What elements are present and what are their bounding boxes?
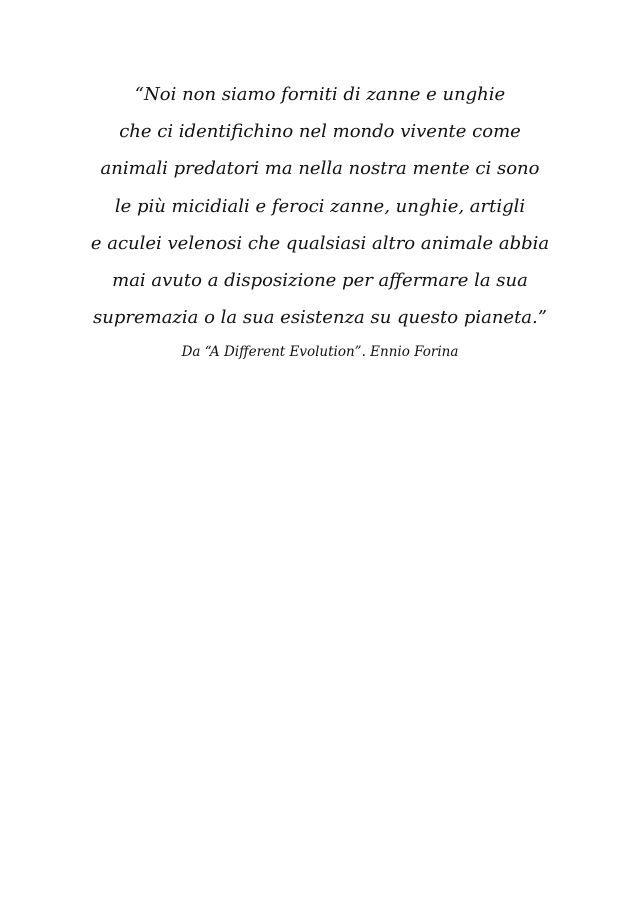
quote-line: supremazia o la sua esistenza su questo pianeta.” (93, 307, 547, 329)
quote-line: le più micidiali e feroci zanne, unghie, artigli (114, 195, 526, 217)
quote-line: mai avuto a disposizione per affermare la sua (112, 270, 528, 292)
quote-line: “Noi non siamo forniti di zanne e unghie (134, 84, 506, 105)
epigraph-quote (0, 76, 640, 336)
quote-line: e aculei velenosi che qualsiasi altro animale abbia (90, 232, 550, 254)
quote-line: che ci identifichino nel mondo vivente come (119, 121, 521, 143)
quote-attribution: Da “A Different Evolution”. Ennio Forina (181, 344, 459, 360)
quote-line: animali predatori ma nella nostra mente ci sono (100, 158, 540, 180)
